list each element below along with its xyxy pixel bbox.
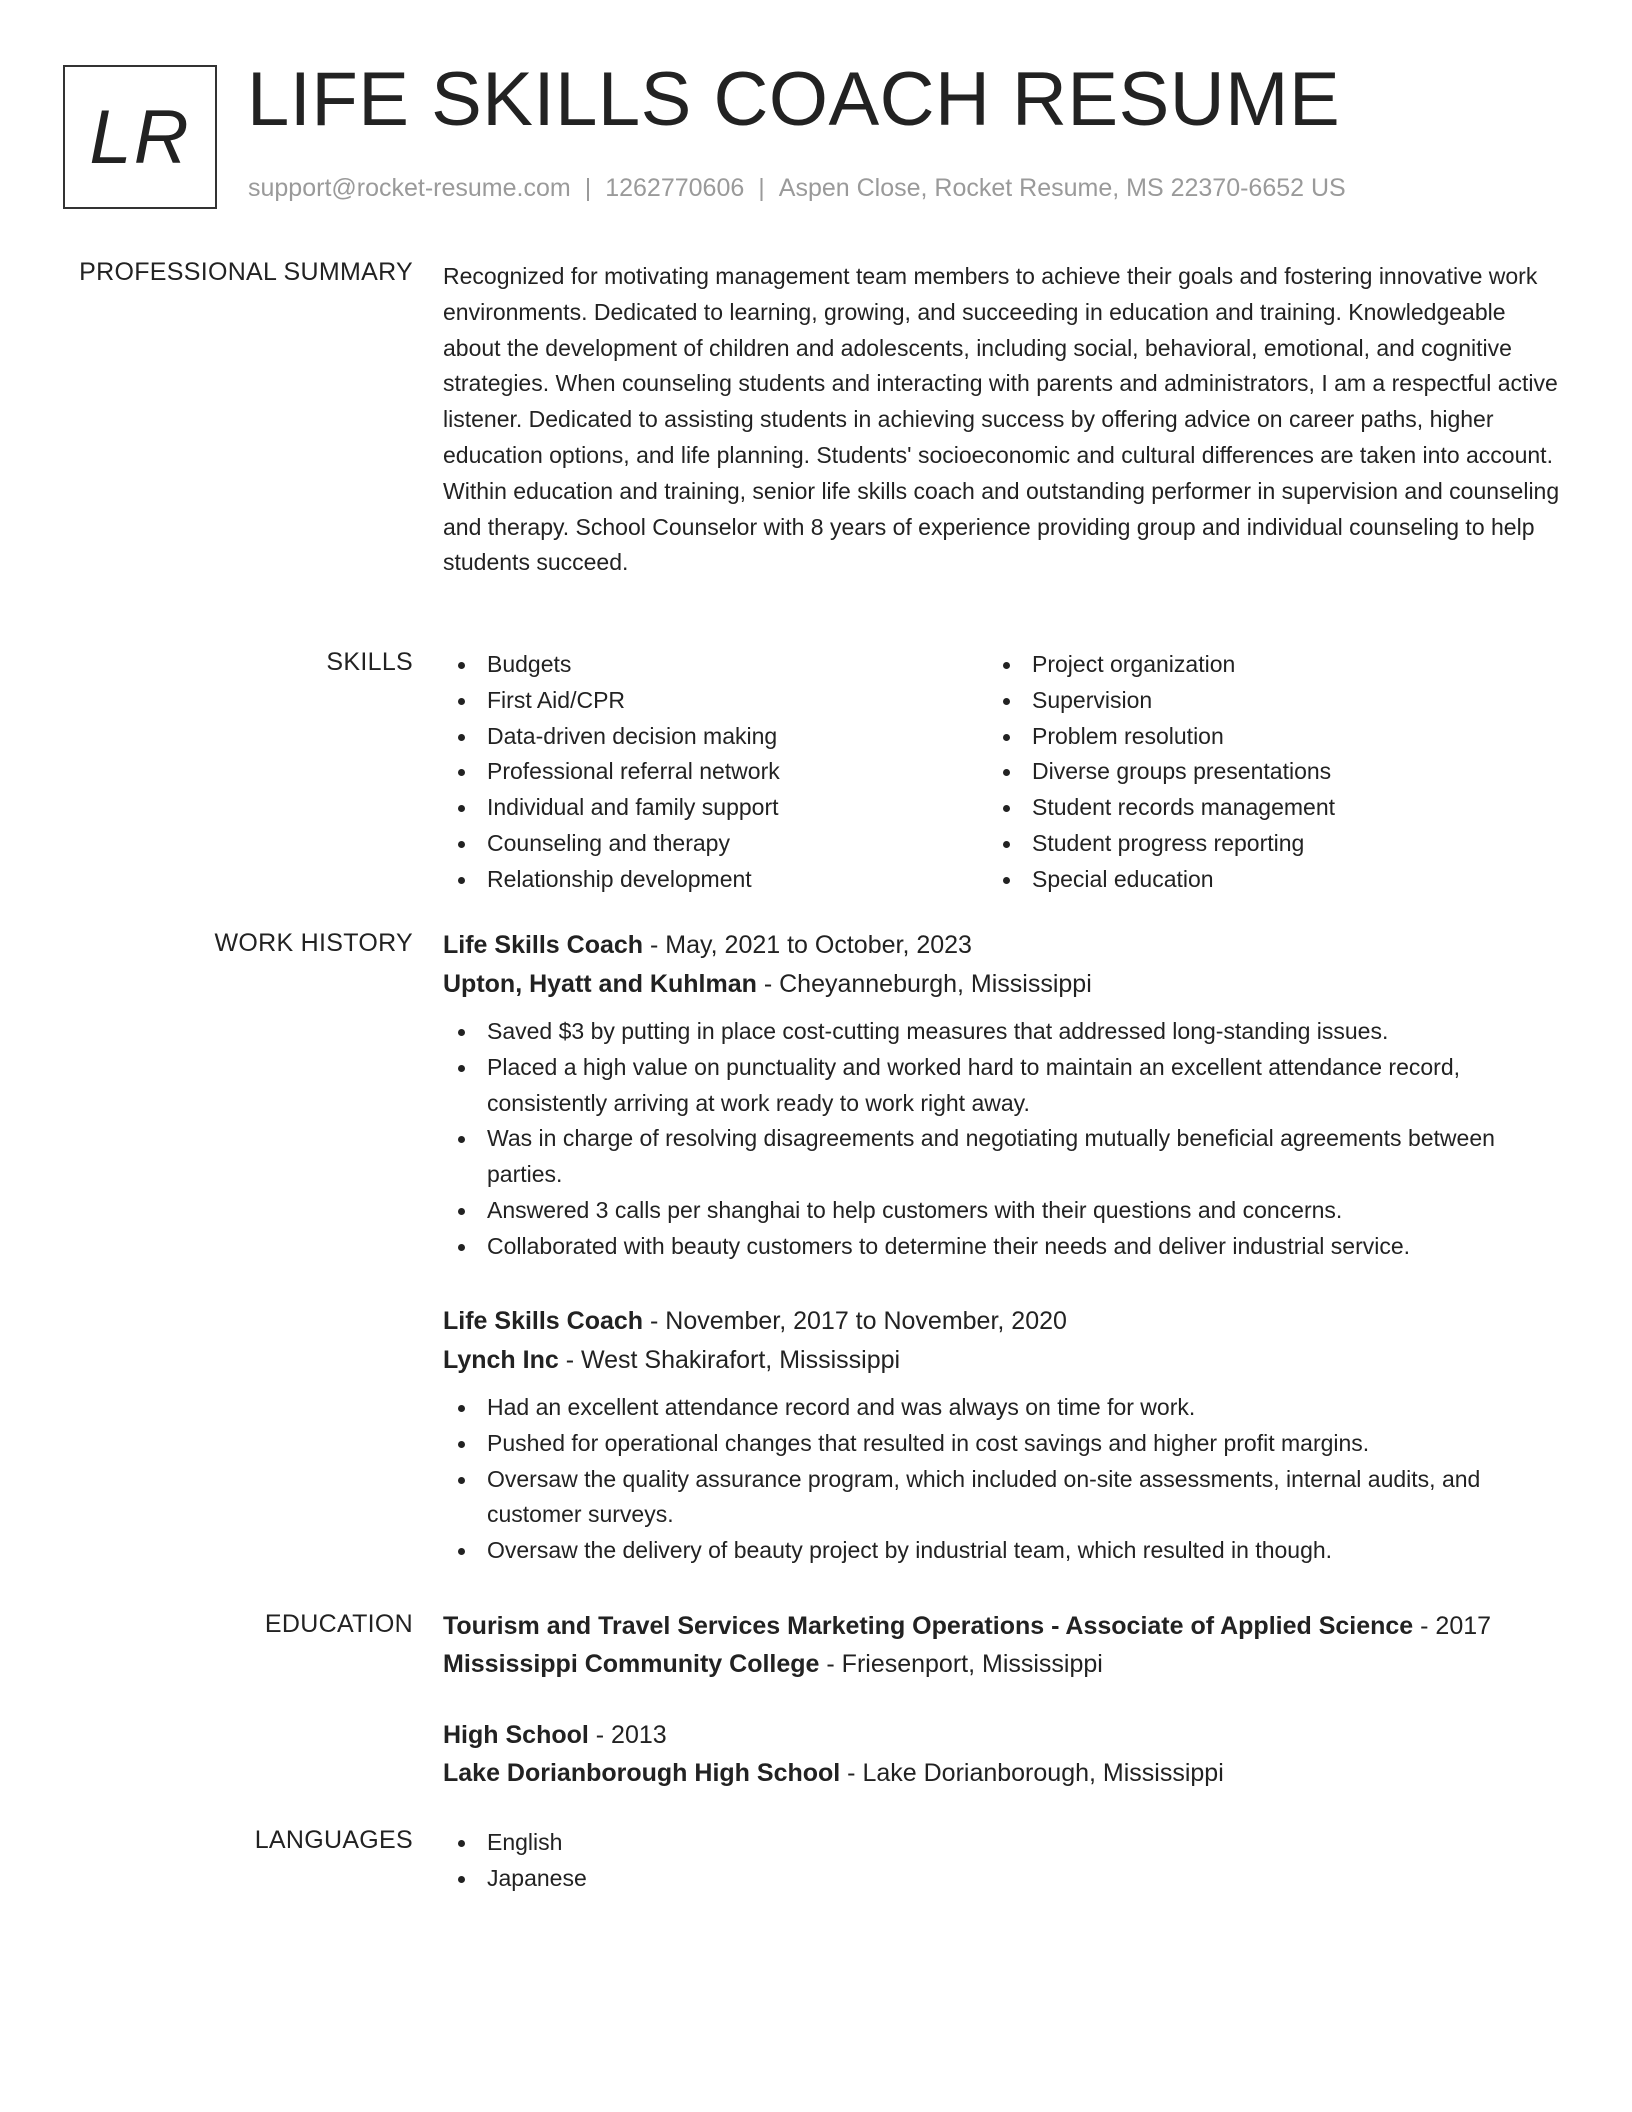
job-title-line bbox=[443, 1302, 1563, 1341]
job-duty: Had an excellent attendance record and was always on time for work. bbox=[443, 1390, 1563, 1426]
languages-list bbox=[443, 1825, 1563, 1897]
skills-columns bbox=[443, 647, 1563, 898]
job-location: - West Shakirafort, Mississippi bbox=[558, 1346, 901, 1374]
education-entry bbox=[443, 1716, 1563, 1792]
contact-separator: | bbox=[584, 174, 592, 202]
job-duty: Placed a high value on punctuality and worked hard to maintain an excellent attendance record, consistently arriving at work ready to work right away. bbox=[443, 1050, 1563, 1122]
skill-item: Student records management bbox=[988, 790, 1533, 826]
job-duty: Was in charge of resolving disagreements and negotiating mutually beneficial agreements between parties. bbox=[443, 1121, 1563, 1193]
contact-phone: 1262770606 bbox=[605, 174, 745, 202]
education-year: - 2017 bbox=[1413, 1612, 1492, 1640]
skills-heading: SKILLS bbox=[326, 648, 413, 676]
job-dates: - November, 2017 to November, 2020 bbox=[643, 1307, 1067, 1335]
job-title: Life Skills Coach bbox=[443, 1307, 644, 1335]
education-degree: Tourism and Travel Services Marketing Operations - Associate of Applied Science bbox=[443, 1612, 1414, 1640]
skill-item: Project organization bbox=[988, 647, 1533, 683]
skill-item: Diverse groups presentations bbox=[988, 754, 1533, 790]
education-year: - 2013 bbox=[588, 1721, 667, 1749]
job-duty: Oversaw the quality assurance program, which included on-site assessments, internal audits, and customer surveys. bbox=[443, 1462, 1563, 1534]
job-entry bbox=[443, 1302, 1563, 1569]
job-company: Upton, Hyatt and Kuhlman bbox=[443, 970, 757, 998]
skill-item: Budgets bbox=[443, 647, 988, 683]
contact-separator: | bbox=[758, 174, 765, 202]
education-heading: EDUCATION bbox=[264, 1610, 413, 1638]
education-entry bbox=[443, 1607, 1563, 1683]
language-item: English bbox=[443, 1825, 1563, 1861]
education-degree: High School bbox=[443, 1721, 589, 1749]
language-item: Japanese bbox=[443, 1861, 1563, 1897]
job-company: Lynch Inc bbox=[443, 1346, 559, 1374]
job-dates: - May, 2021 to October, 2023 bbox=[643, 931, 972, 959]
skill-item: Relationship development bbox=[443, 862, 988, 898]
skill-item: Special education bbox=[988, 862, 1533, 898]
job-title-line bbox=[443, 926, 1563, 965]
monogram-box bbox=[63, 65, 217, 209]
resume-header bbox=[0, 0, 1632, 230]
skill-item: Student progress reporting bbox=[988, 826, 1533, 862]
job-duty: Answered 3 calls per shanghai to help customers with their questions and concerns. bbox=[443, 1193, 1563, 1229]
education-location: - Lake Dorianborough, Mississippi bbox=[840, 1759, 1224, 1787]
languages-body bbox=[443, 1825, 1563, 1897]
job-company-line bbox=[443, 1341, 1563, 1380]
education-location: - Friesenport, Mississippi bbox=[819, 1650, 1103, 1678]
job-duty: Oversaw the delivery of beauty project by industrial team, which resulted in though. bbox=[443, 1533, 1563, 1569]
skills-column-right bbox=[988, 647, 1533, 898]
skill-item: First Aid/CPR bbox=[443, 683, 988, 719]
skill-item: Supervision bbox=[988, 683, 1533, 719]
skill-item: Counseling and therapy bbox=[443, 826, 988, 862]
contact-address: Aspen Close, Rocket Resume, MS 22370-6652 US bbox=[778, 174, 1346, 202]
skill-item: Data-driven decision making bbox=[443, 719, 988, 755]
work-history-heading: WORK HISTORY bbox=[214, 929, 413, 957]
education-school: Lake Dorianborough High School bbox=[443, 1759, 841, 1787]
languages-heading: LANGUAGES bbox=[254, 1826, 413, 1854]
skills-list-right bbox=[988, 647, 1533, 898]
contact-line bbox=[248, 174, 1346, 203]
education-degree-line bbox=[443, 1716, 1563, 1754]
job-duty: Pushed for operational changes that resulted in cost savings and higher profit margins. bbox=[443, 1426, 1563, 1462]
education-school-line bbox=[443, 1754, 1563, 1792]
skills-column-left bbox=[443, 647, 988, 898]
summary-text: Recognized for motivating management team members to achieve their goals and fostering innovative work environments. Dedicated to learning, growing, and succeeding in education and training. Knowledgeable about the development of children and adolescents, including social, behavioral, emotional, and cognitive strategies. When counseling students and interacting with parents and administrators, I am a respectful active listener. Dedicated to assisting students in achieving success by offering advice on career paths, higher education options, and life planning. Students' socioeconomic and cultural differences are taken into account. Within education and training, senior life skills coach and outstanding performer in supervision and counseling and therapy. School Counselor with 8 years of experience providing group and individual counseling to help students succeed. bbox=[443, 263, 1560, 576]
job-location: - Cheyanneburgh, Mississippi bbox=[756, 970, 1092, 998]
education-degree-line bbox=[443, 1607, 1563, 1645]
job-duty: Saved $3 by putting in place cost-cutting measures that addressed long-standing issues. bbox=[443, 1014, 1563, 1050]
monogram-initials: LR bbox=[89, 94, 191, 180]
skills-list-left bbox=[443, 647, 988, 898]
education-school-line bbox=[443, 1645, 1563, 1683]
skill-item: Problem resolution bbox=[988, 719, 1533, 755]
job-duty: Collaborated with beauty customers to determine their needs and deliver industrial service. bbox=[443, 1229, 1563, 1265]
contact-email: support@rocket-resume.com bbox=[248, 174, 571, 202]
education-school: Mississippi Community College bbox=[443, 1650, 820, 1678]
job-duties-list bbox=[443, 1014, 1563, 1265]
job-duties-list bbox=[443, 1390, 1563, 1569]
job-entry bbox=[443, 926, 1563, 1265]
job-company-line bbox=[443, 965, 1563, 1004]
resume-title: LIFE SKILLS COACH RESUME bbox=[247, 57, 1341, 142]
skill-item: Professional referral network bbox=[443, 754, 988, 790]
summary-heading: PROFESSIONAL SUMMARY bbox=[79, 258, 413, 286]
skill-item: Individual and family support bbox=[443, 790, 988, 826]
job-title: Life Skills Coach bbox=[443, 931, 644, 959]
